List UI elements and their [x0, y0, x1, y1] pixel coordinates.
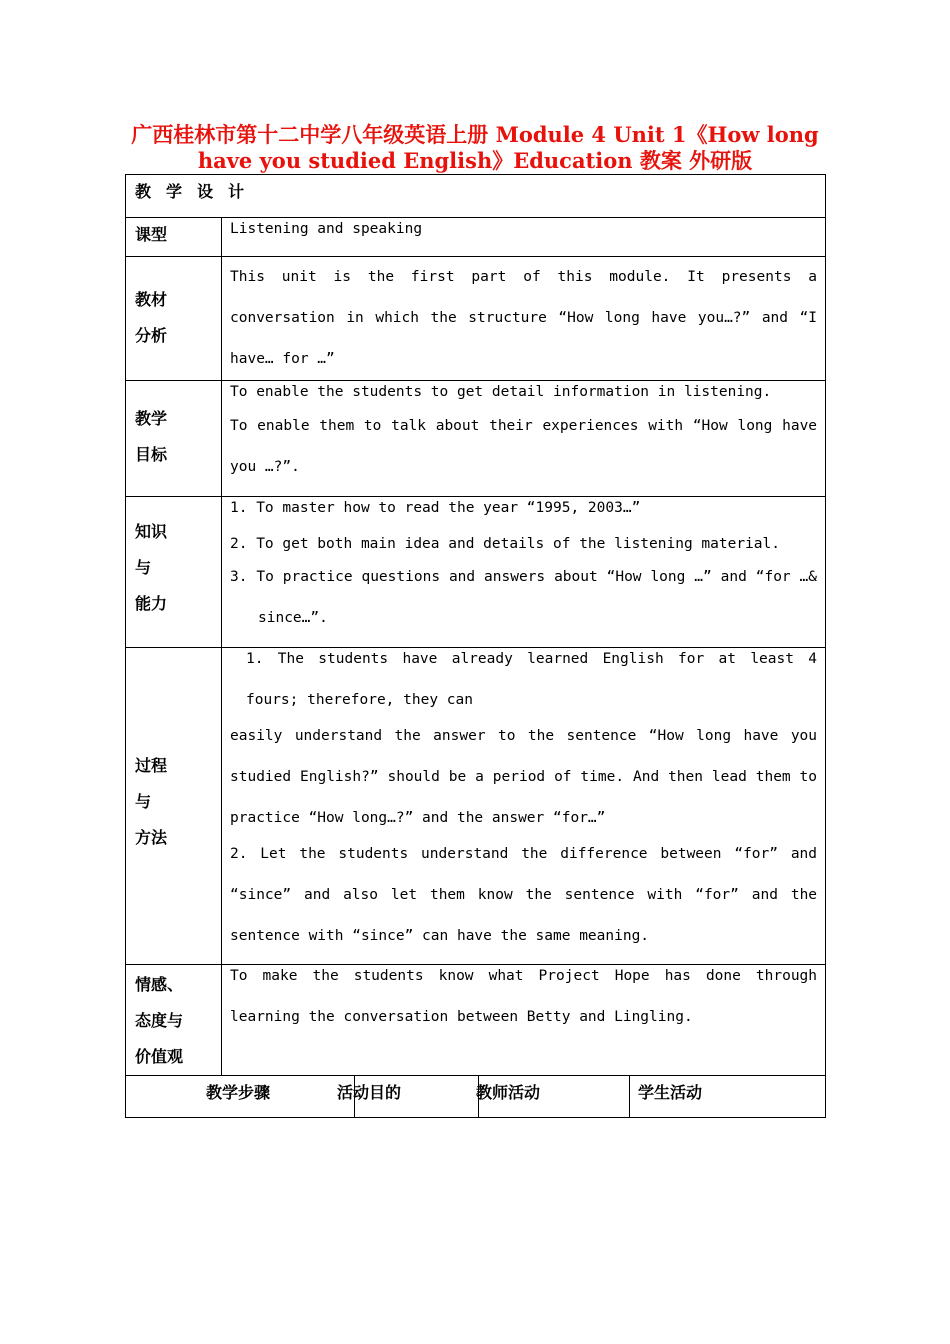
material-analysis-label-1: 教材 — [135, 290, 168, 309]
attitude-values-label-2: 态度与 — [135, 1011, 184, 1030]
document-title — [0, 122, 950, 174]
knowledge-ability-content — [222, 497, 826, 648]
knowledge-ability-label-2: 与 — [135, 558, 152, 577]
process-method-label — [126, 648, 222, 965]
lesson-plan-table — [125, 174, 826, 1118]
steps-header-row — [126, 1076, 826, 1118]
process-item-1b: easily understand the answer to the sentence “How long have you studied English?” should be a period of time. And then lead them to practice “How long…?” and the answer “for…” — [230, 728, 818, 826]
material-analysis-label — [126, 257, 222, 381]
attitude-values-content — [222, 965, 826, 1076]
process-item-1a: 1. The students have already learned English for at least 4 fours; therefore, they can — [246, 651, 818, 708]
attitude-values-label-1: 情感、 — [135, 975, 184, 994]
process-method-content — [222, 648, 826, 965]
table-header: 教学设计 — [126, 175, 826, 218]
title-line-1: 广西桂林市第十二中学八年级英语上册 Module 4 Unit 1《How long — [131, 122, 819, 147]
process-method-label-2: 与 — [135, 792, 152, 811]
material-analysis-content: This unit is the first part of this module. It presents a conversation in which the structure “How long have you…?” and “I have… for …” — [222, 257, 826, 381]
course-type-content: Listening and speaking — [222, 218, 826, 257]
knowledge-item-2: 2. To get both main idea and details of the listening material. — [230, 536, 780, 552]
knowledge-ability-label-1: 知识 — [135, 522, 168, 541]
teaching-goal-1: To enable the students to get detail information in listening. — [230, 384, 772, 400]
teaching-goals-label — [126, 381, 222, 497]
process-method-row — [126, 648, 826, 965]
process-item-2: 2. Let the students understand the difference between “for” and “since” and also let them know the sentence with “for” and the sentence with “since” can have the same meaning. — [230, 846, 818, 944]
knowledge-ability-label — [126, 497, 222, 648]
process-method-label-1: 过程 — [135, 756, 168, 775]
attitude-values-text: To make the students know what Project Hope has done through learning the conversation between Betty and Lingling. — [230, 968, 818, 1025]
steps-col-student-activity: 学生活动 — [630, 1076, 826, 1118]
steps-col-teacher-activity: 教师活动 — [479, 1076, 630, 1118]
teaching-goals-label-1: 教学 — [135, 409, 168, 428]
material-analysis-label-2: 分析 — [135, 326, 168, 345]
knowledge-ability-row — [126, 497, 826, 648]
teaching-goals-content — [222, 381, 826, 497]
steps-col-teaching-steps: 教学步骤 — [126, 1076, 355, 1118]
knowledge-ability-label-3: 能力 — [135, 594, 168, 613]
attitude-values-row — [126, 965, 826, 1076]
knowledge-item-1: 1. To master how to read the year “1995, 2003…” — [230, 500, 641, 516]
process-method-label-3: 方法 — [135, 828, 168, 847]
table-header-row — [126, 175, 826, 218]
attitude-values-label — [126, 965, 222, 1076]
knowledge-item-3: 3. To practice questions and answers about “How long …” and “for …& since…”. — [230, 569, 818, 626]
title-line-2: have you studied English》Education 教案 外研版 — [197, 148, 753, 173]
teaching-goals-label-2: 目标 — [135, 445, 168, 464]
steps-col-activity-purpose: 活动目的 — [355, 1076, 479, 1118]
course-type-label: 课型 — [126, 218, 222, 257]
teaching-goal-2: To enable them to talk about their experiences with “How long have you …?”. — [230, 418, 818, 475]
course-type-row — [126, 218, 826, 257]
material-analysis-row — [126, 257, 826, 381]
teaching-goals-row — [126, 381, 826, 497]
attitude-values-label-3: 价值观 — [135, 1047, 184, 1066]
